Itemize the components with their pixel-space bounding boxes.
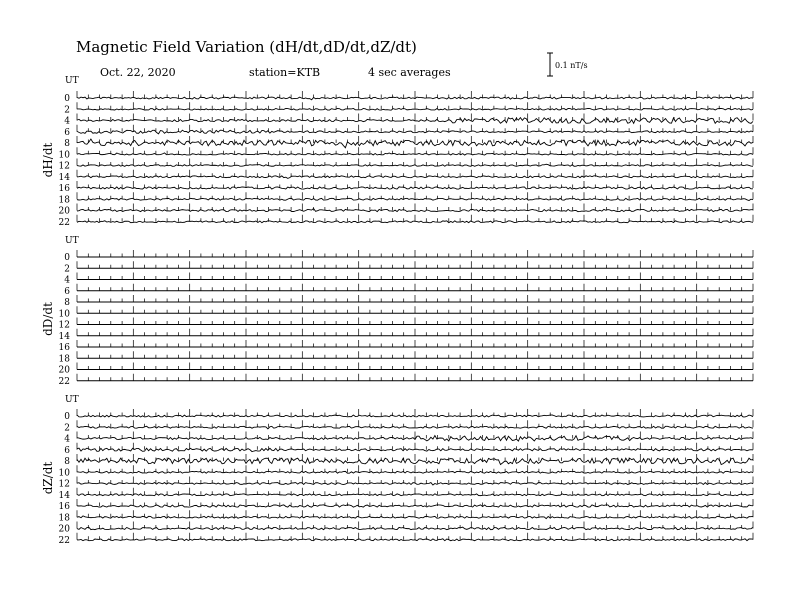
row-label: 4 [64,275,70,286]
row-ticks [77,318,753,325]
row-ticks [77,192,753,199]
row-ticks [77,147,753,154]
row-label: 16 [58,184,70,194]
row-label: 8 [64,139,70,149]
row-label: 14 [58,331,70,342]
row-label: 18 [58,354,70,365]
scale-bar-label: 0.1 nT/s [555,61,588,70]
row-label: 12 [58,320,70,331]
row-ticks [77,261,753,268]
row-ticks [77,351,753,358]
row-label: 20 [58,365,70,376]
row-ticks [77,250,753,257]
station-label: station=KTB [249,66,321,79]
component-label: dZ/dt [41,461,55,495]
row-label: 22 [58,376,70,387]
component-label: dD/dt [41,302,55,336]
panel-dH-dt [41,76,753,228]
ut-axis-label: UT [65,76,79,86]
row-ticks [77,510,753,517]
row-label: 10 [58,309,70,320]
date-label: Oct. 22, 2020 [100,66,176,79]
row-ticks [77,340,753,347]
row-label: 12 [58,161,70,172]
chart-title: Magnetic Field Variation (dH/dt,dD/dt,dZ/dt) [76,38,417,56]
scale-bar [547,53,553,76]
row-ticks [77,329,753,336]
row-ticks [77,477,753,484]
row-label: 10 [58,150,70,161]
row-label: 0 [64,412,70,422]
row-ticks [77,125,753,132]
row-label: 22 [58,217,70,228]
row-ticks [77,306,753,313]
row-ticks [77,522,753,529]
row-label: 14 [58,172,70,183]
panel-dD-dt [41,236,753,387]
row-label: 16 [58,502,70,512]
row-label: 4 [64,434,70,445]
row-label: 20 [58,206,70,217]
row-label: 6 [64,127,70,138]
row-ticks [77,136,753,143]
row-ticks [77,420,753,427]
component-label: dH/dt [41,142,55,178]
row-label: 8 [64,298,70,308]
row-ticks [77,295,753,302]
row-label: 8 [64,457,70,467]
row-label: 6 [64,445,70,456]
row-ticks [77,273,753,280]
row-ticks [77,363,753,370]
row-label: 14 [58,490,70,501]
row-ticks [77,443,753,450]
row-label: 2 [64,423,70,434]
row-ticks [77,454,753,461]
row-ticks [77,374,753,381]
row-ticks [77,465,753,472]
row-label: 0 [64,253,70,263]
row-label: 0 [64,94,70,104]
row-ticks [77,215,753,222]
row-label: 2 [64,264,70,275]
row-label: 22 [58,535,70,546]
row-label: 18 [58,513,70,524]
row-label: 6 [64,286,70,297]
row-label: 2 [64,105,70,116]
row-label: 18 [58,195,70,206]
ut-axis-label: UT [65,236,79,246]
row-label: 10 [58,468,70,479]
row-ticks [77,409,753,416]
panel-dZ-dt [41,395,753,546]
row-ticks [77,91,753,98]
trace-line [77,483,753,486]
row-label: 12 [58,479,70,490]
ut-axis-label: UT [65,395,79,405]
row-label: 20 [58,524,70,535]
averaging-label: 4 sec averages [368,66,451,79]
row-label: 4 [64,116,70,127]
row-ticks [77,284,753,291]
row-label: 16 [58,343,70,353]
row-ticks [77,102,753,109]
